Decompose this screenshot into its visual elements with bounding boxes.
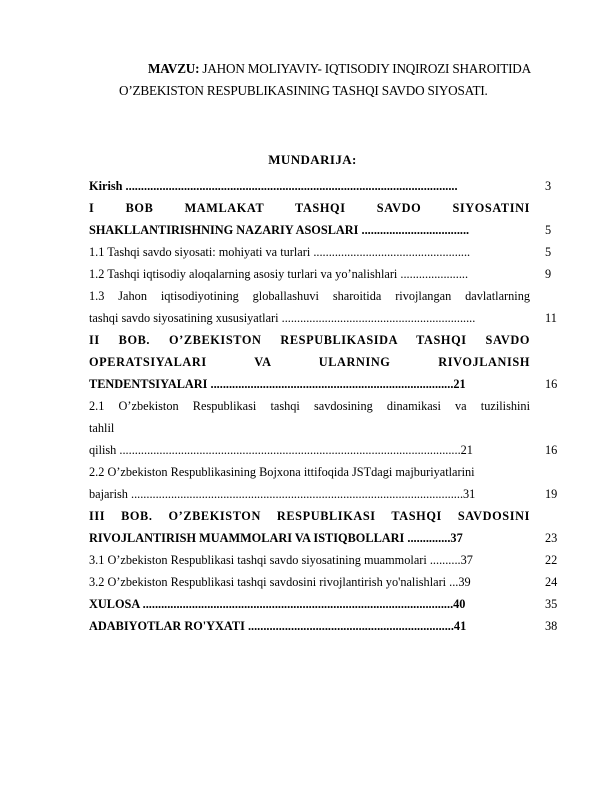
toc-page-number: 16 (545, 377, 558, 391)
toc-entry-text: 3.1 O’zbekiston Respublikasi tashqi savdo siyosatining muammolari ..........37 (89, 553, 473, 567)
toc-row (89, 417, 559, 439)
toc-entry-text: 2.2 O’zbekiston Respublikasining Bojxona ittifoqida JSTdagi majburiyatlarini (89, 465, 475, 479)
toc-row (89, 351, 559, 373)
toc-row (89, 571, 559, 593)
toc-row (89, 285, 559, 307)
toc-page-number: 19 (545, 487, 558, 501)
toc-row (89, 219, 559, 241)
toc-page-number: 9 (545, 267, 552, 281)
toc-page-number: 35 (545, 597, 558, 611)
toc-row (89, 263, 559, 285)
toc-entry-text: bajarish ............................................................................................................31 (89, 487, 476, 501)
toc-heading: MUNDARIJA: (268, 152, 357, 167)
toc-entry-text: XULOSA .....................................................................................................40 (89, 597, 466, 611)
toc-row (89, 329, 559, 351)
toc-entry-text: 3.2 O’zbekiston Respublikasi tashqi savdosini rivojlantirish yo'nalishlari ...39 (89, 575, 471, 589)
toc-page-number: 5 (545, 245, 552, 259)
toc-entry-text: Kirish ............................................................................................................ (89, 179, 458, 193)
toc-entry-text: ADABIYOTLAR RO'YXATI ...................................................................41 (89, 619, 467, 633)
toc-entry-text: SHAKLLANTIRISHNING NAZARIY ASOSLARI ................................... (89, 223, 470, 237)
toc-entry-text: TENDENTSIYALARI ...............................................................................21 (89, 377, 466, 391)
toc-page-number: 23 (545, 531, 558, 545)
toc-row (89, 197, 559, 219)
toc-entry-text: I BOB MAMLAKAT TASHQI SAVDO SIYOSATINI (89, 201, 530, 215)
toc-row (89, 241, 559, 263)
toc-page-number: 11 (545, 311, 557, 325)
toc-row (89, 615, 559, 637)
toc-entry-text: 1.2 Tashqi iqtisodiy aloqalarning asosiy turlari va yo’nalishlari ...................... (89, 267, 469, 281)
toc-entry-text: RIVOJLANTIRISH MUAMMOLARI VA ISTIQBOLLARI ..............37 (89, 531, 463, 545)
toc-entry-text: tashqi savdo siyosatining xususiyatlari ............................................................... (89, 311, 476, 325)
toc-page-number: 5 (545, 223, 552, 237)
title-line-1 (88, 58, 558, 80)
toc-entry-text: OPERATSIYALARI VA ULARNING RIVOJLANISH (89, 355, 530, 369)
toc-row (89, 307, 559, 329)
table-of-contents (89, 175, 559, 637)
toc-entry-text: III BOB. O’ZBEKISTON RESPUBLIKASI TASHQI SAVDOSINI (89, 509, 530, 523)
title-line-2: O’ZBEKISTON RESPUBLIKASINING TASHQI SAVDO SIYOSATI. (119, 83, 488, 98)
toc-page-number: 38 (545, 619, 558, 633)
toc-row (89, 549, 559, 571)
toc-row (89, 461, 559, 483)
toc-entry-text: 1.3 Jahon iqtisodiyotining globallashuvi sharoitida rivojlangan davlatlarning (89, 289, 530, 303)
toc-entry-text: qilish ...............................................................................................................21 (89, 443, 473, 457)
document-title (88, 58, 558, 102)
toc-row (89, 439, 559, 461)
toc-row (89, 505, 559, 527)
toc-row (89, 593, 559, 615)
title-text-1: JAHON MOLIYAVIY- IQTISODIY INQIROZI SHAROITIDA (202, 61, 531, 76)
toc-page-number: 16 (545, 443, 558, 457)
toc-row (89, 527, 559, 549)
toc-row (89, 373, 559, 395)
toc-page-number: 22 (545, 553, 558, 567)
title-label: MAVZU: (148, 61, 200, 76)
toc-page-number: 24 (545, 575, 558, 589)
toc-row (89, 395, 559, 417)
toc-entry-text: 2.1 O’zbekiston Respublikasi tashqi savdosining dinamikasi va tuzilishini (89, 399, 530, 413)
toc-row (89, 483, 559, 505)
toc-page-number: 3 (545, 179, 552, 193)
toc-entry-text: 1.1 Tashqi savdo siyosati: mohiyati va turlari ................................................... (89, 245, 471, 259)
toc-row (89, 175, 559, 197)
toc-entry-text: tahlil (89, 421, 115, 435)
toc-entry-text: II BOB. O’ZBEKISTON RESPUBLIKASIDA TASHQI SAVDO (89, 333, 530, 347)
